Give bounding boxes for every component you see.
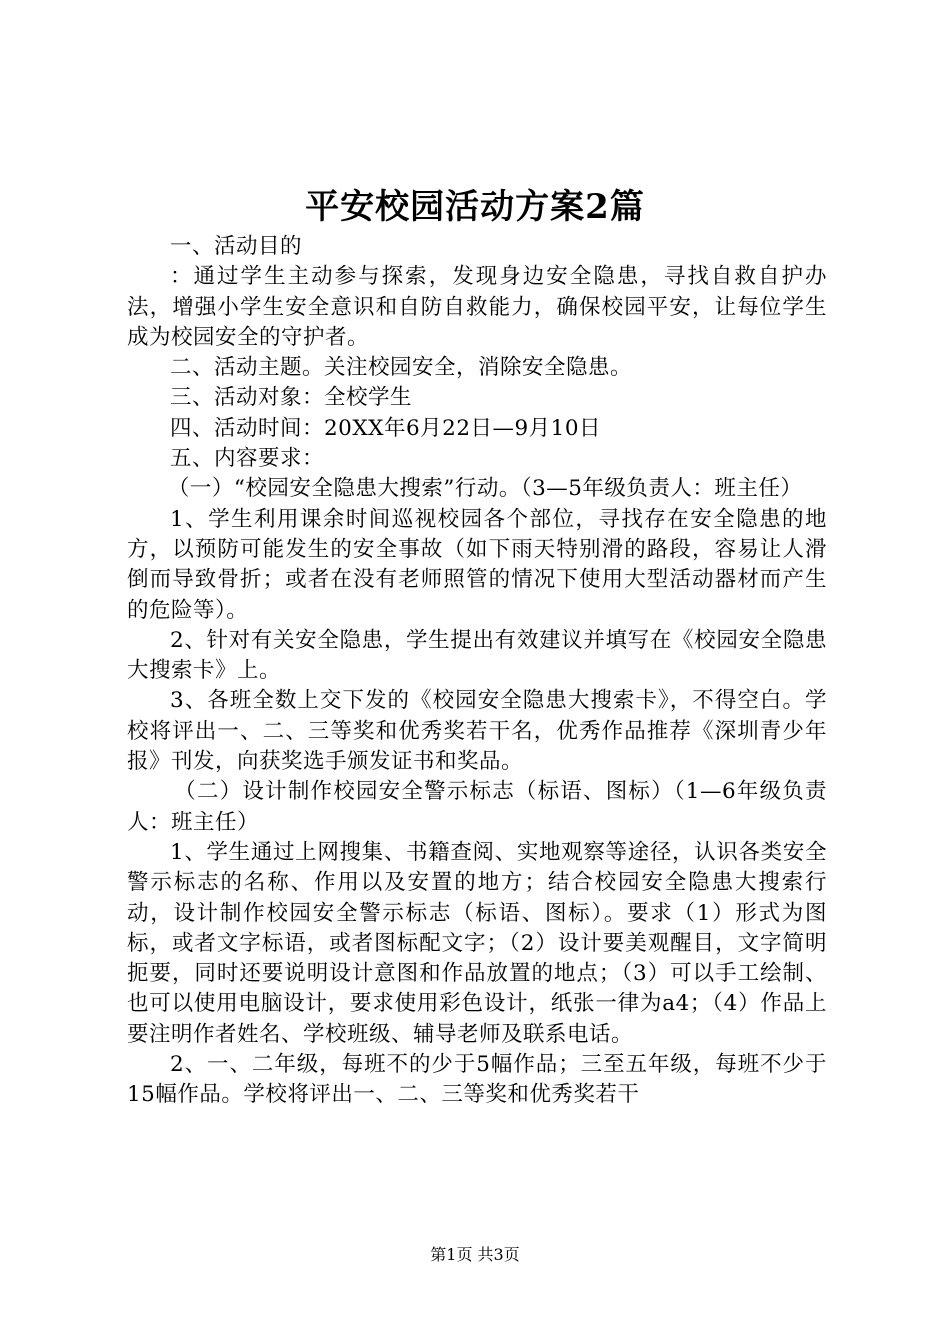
- paragraph-search-1: 1、学生利用课余时间巡视校园各个部位，寻找存在安全隐患的地方，以预防可能发生的安全事故（如下雨天特别滑的路段，容易让人滑倒而导致骨折；或者在没有老师照管的情况下使用大型活动器材而产生的危险等）。: [127, 506, 827, 623]
- page-footer: 第1页 共3页: [430, 1245, 520, 1264]
- section-heading-requirements: 五、内容要求：: [170, 446, 325, 472]
- subsection-signs: （二）设计制作校园安全警示标志（标语、图标）（1—6年级负责人：班主任）: [127, 779, 827, 835]
- document-body: [127, 232, 827, 1111]
- section-heading-audience: 三、活动对象：全校学生: [170, 385, 413, 411]
- subsection-search: （一）“校园安全隐患大搜索”行动。（3—5年级负责人：班主任）: [167, 476, 803, 502]
- document-title: 平安校园活动方案2篇: [305, 187, 645, 227]
- paragraph-search-3: 3、各班全数上交下发的《校园安全隐患大搜索卡》，不得空白。学校将评出一、二、三等奖和优秀奖若干名，优秀作品推荐《深圳青少年报》刊发，向获奖选手颁发证书和奖品。: [127, 688, 827, 775]
- paragraph-search-2: 2、针对有关安全隐患，学生提出有效建议并填写在《校园安全隐患大搜索卡》上。: [127, 627, 827, 684]
- section-heading-time: 四、活动时间：20XX年6月22日—9月10日: [170, 415, 602, 441]
- paragraph-purpose: ：通过学生主动参与探索，发现身边安全隐患，寻找自救自护办法，增强小学生安全意识和自防自救能力，确保校园平安，让每位学生成为校园安全的守护者。: [127, 264, 827, 350]
- paragraph-signs-1: 1、学生通过上网搜集、书籍查阅、实地观察等途径，认识各类安全警示标志的名称、作用以及安置的地方；结合校园安全隐患大搜索行动，设计制作校园安全警示标志（标语、图标）。要求（1）形式为图标，或者文字标语，或者图标配文字；（2）设计要美观醒目，文字简明扼要，同时还要说明设计意图和作品放置的地点；（3）可以手工绘制、也可以使用电脑设计，要求使用彩色设计，纸张一律为a4；（4）作品上要注明作者姓名、学校班级、辅导老师及联系电话。: [127, 839, 827, 1047]
- paragraph-signs-2: 2、一、二年级，每班不的少于5幅作品；三至五年级，每班不少于15幅作品。学校将评出一、二、三等奖和优秀奖若干: [127, 1052, 827, 1108]
- section-heading-purpose: 一、活动目的: [170, 234, 303, 259]
- section-heading-theme: 二、活动主题。关注校园安全，消除安全隐患。: [170, 355, 633, 381]
